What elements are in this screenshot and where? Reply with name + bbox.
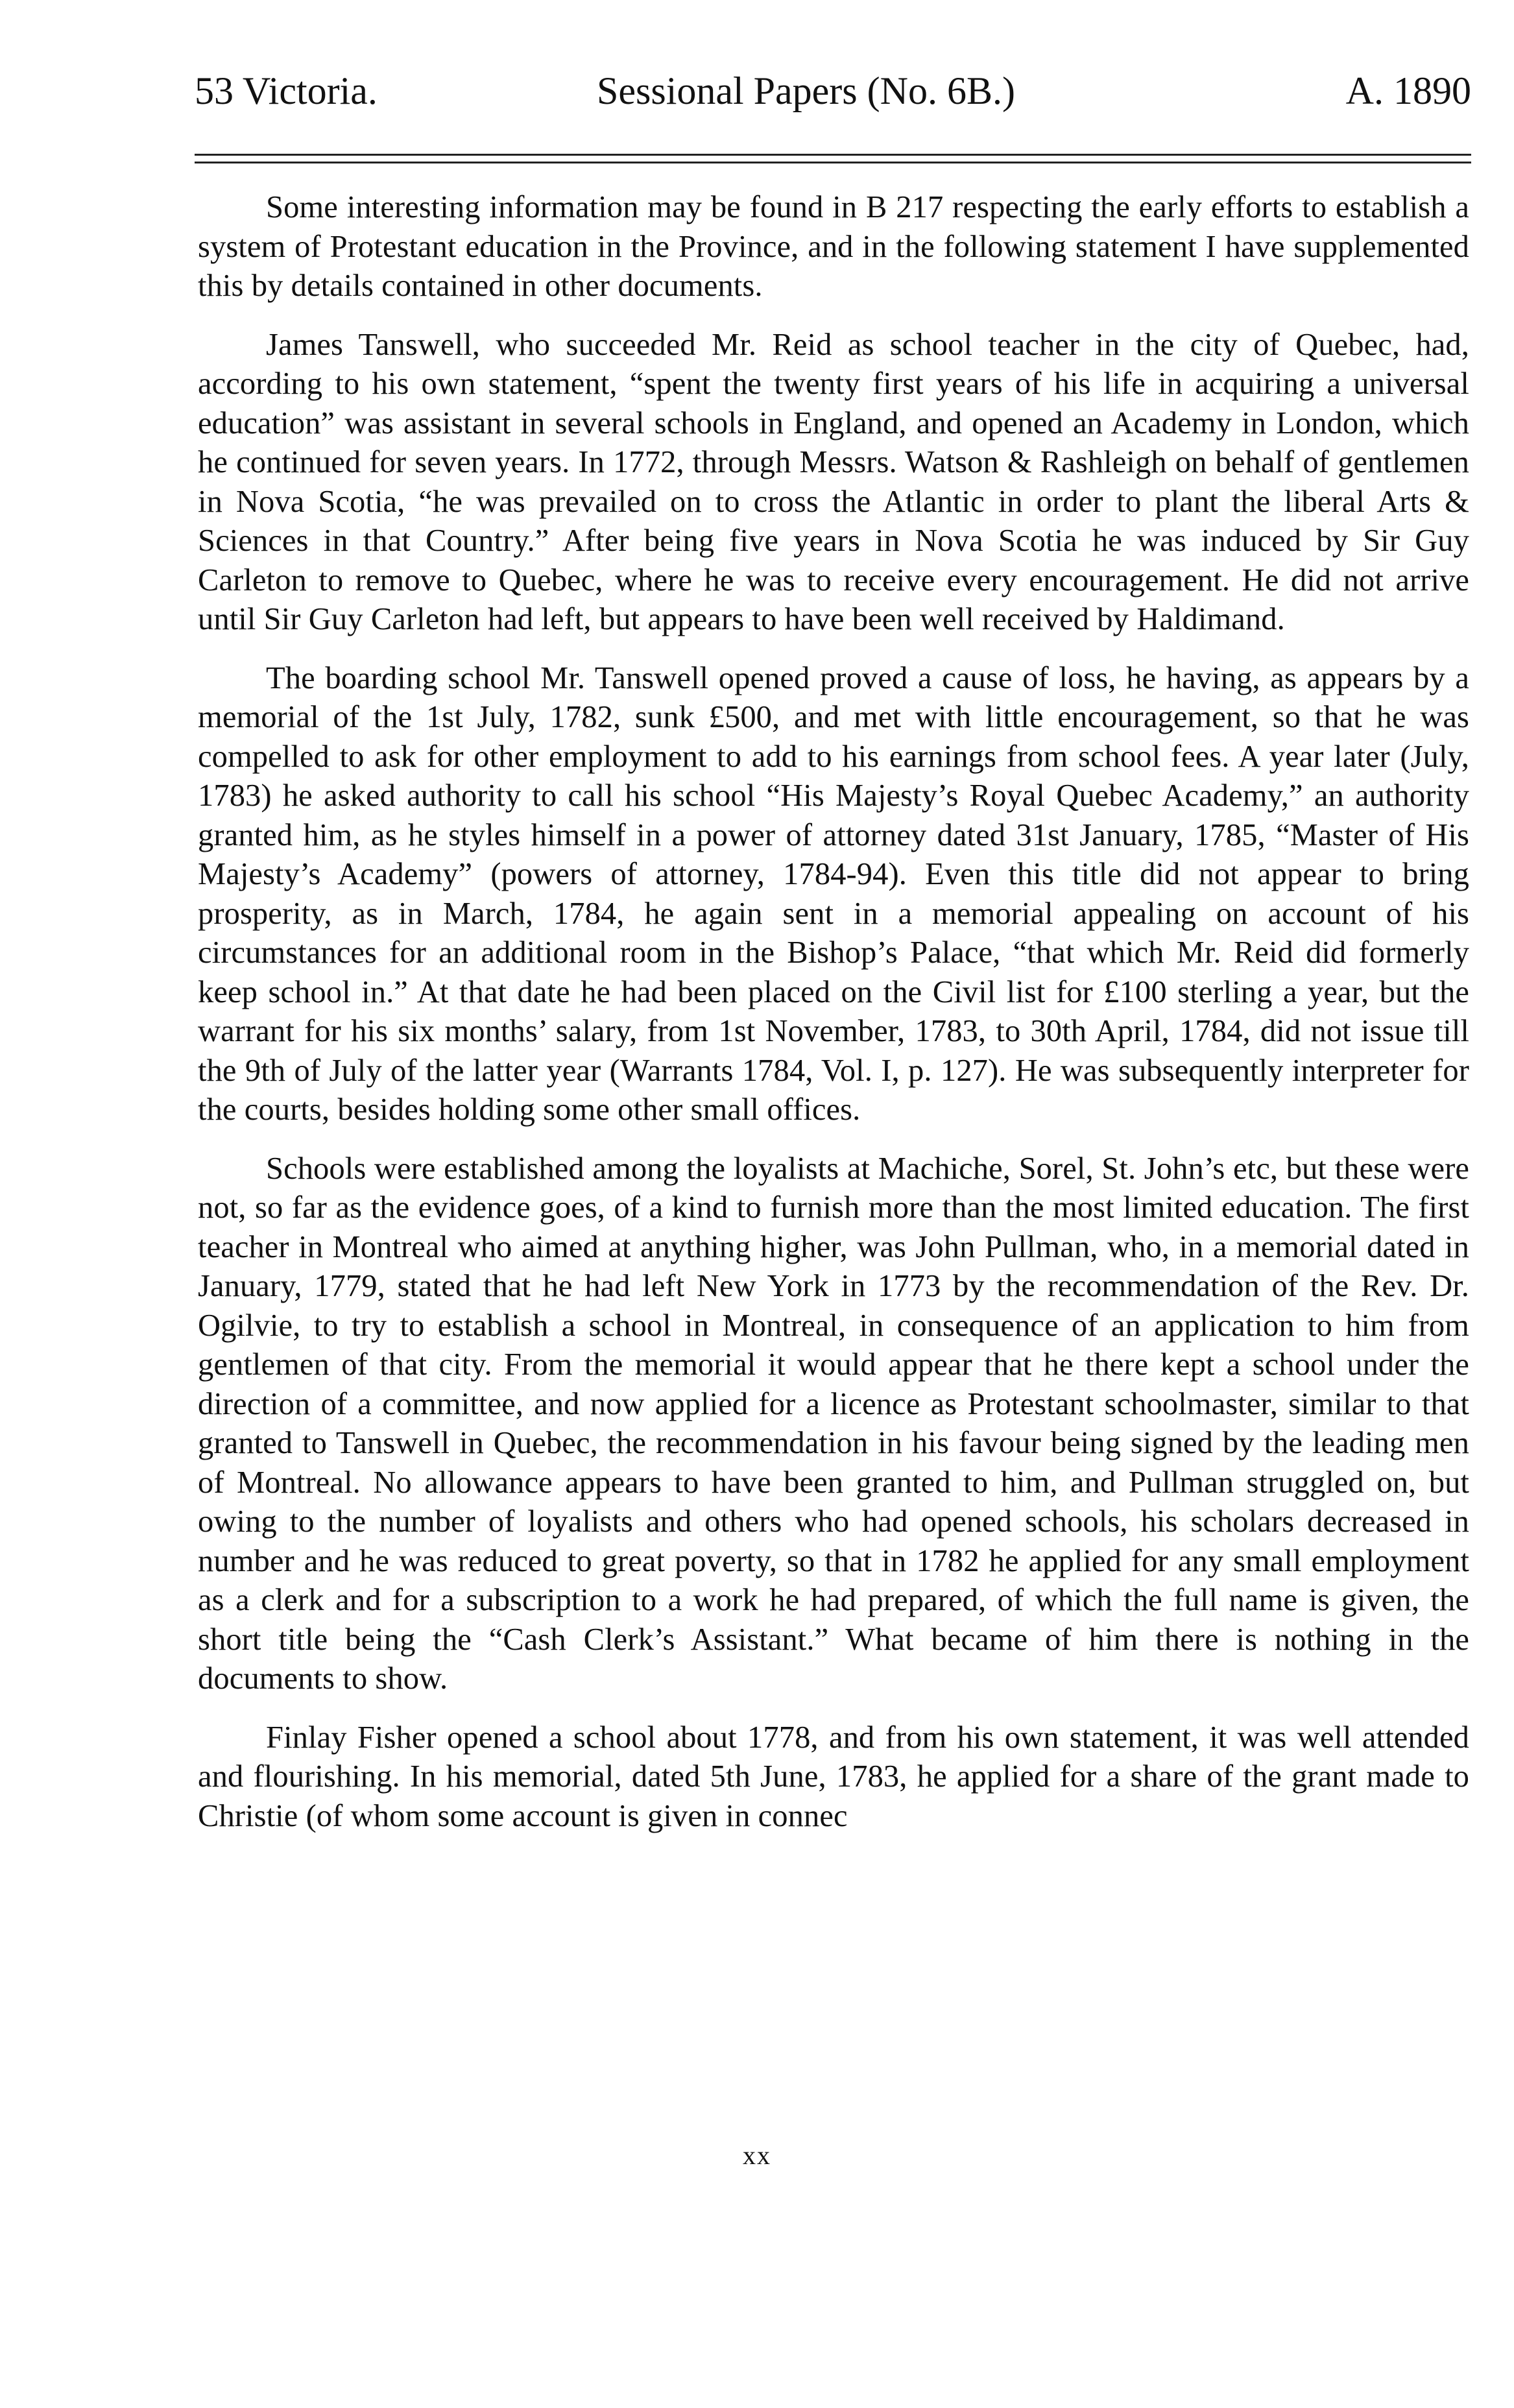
header-rule-bottom xyxy=(195,162,1471,163)
page-number: xx xyxy=(743,2141,771,2170)
page-header xyxy=(195,65,1471,117)
paragraph-protestant-education: Some interesting information may be found in B 217 respecting the early efforts to establish a system of Protestant education in the Province, and in the following statement I have supplemented this by details contained in other documents. xyxy=(198,190,1469,303)
paragraph-james-tanswell: James Tanswell, who succeeded Mr. Reid as school teacher in the city of Quebec, had, according to his own statement, “spent the twenty first years of his life in acquiring a universal education” was assistant in several schools in England, and opened an Academy in London, which he continued for seven years. In 1772, through Messrs. Watson & Rashleigh on behalf of gentlemen in Nova Scotia, “he was prevailed on to cross the Atlantic in order to plant the liberal Arts & Sciences in that Country.” After being five years in Nova Scotia he was induced by Sir Guy Carleton to remove to Quebec, where he was to receive every encouragement. He did not arrive until Sir Guy Carleton had left, but appears to have been well received by Haldimand. xyxy=(198,327,1469,636)
header-title: Sessional Papers (No. 6B.) xyxy=(597,69,1015,112)
paragraph-boarding-school: The boarding school Mr. Tanswell opened proved a cause of loss, he having, as appears by a memorial of the 1st July, 1782, sunk £500, and met with little encouragement, so that he was compelled to ask for other employment to add to his earnings from school fees. A year later (July, 1783) he asked authority to call his school “His Majesty’s Royal Quebec Academy,” an authority granted him, as he styles himself in a power of attorney dated 31st January, 1785, “Master of His Majesty’s Academy” (powers of attorney, 1784-94). Even this title did not appear to bring prosperity, as in March, 1784, he again sent in a memorial appealing on account of his circumstances for an additional room in the Bishop’s Palace, “that which Mr. Reid did formerly keep school in.” At that date he had been placed on the Civil list for £100 sterling a year, but the warrant for his six months’ salary, from 1st November, 1783, to 30th April, 1784, did not issue till the 9th of July of the latter year (Warrants 1784, Vol. I, p. 127). He was subsequently interpreter for the courts, besides holding some other small offices. xyxy=(198,660,1469,1127)
header-year-of-reign: 53 Victoria. xyxy=(195,69,378,112)
body-text xyxy=(198,188,1469,1855)
header-year: A. 1890 xyxy=(1345,69,1471,112)
header-rule-top xyxy=(195,154,1471,156)
paragraph-finlay-fisher: Finlay Fisher opened a school about 1778, and from his own statement, it was well attended and flourishing. In his memorial, dated 5th June, 1783, he applied for a share of the grant made to Christie (of whom some account is given in connec xyxy=(198,1720,1469,1833)
paragraph-loyalist-schools: Schools were established among the loyalists at Machiche, Sorel, St. John’s etc, but these were not, so far as the evidence goes, of a kind to furnish more than the most limited education. The first teacher in Montreal who aimed at anything higher, was John Pullman, who, in a memorial dated in January, 1779, stated that he had left New York in 1773 by the recommendation of the Rev. Dr. Ogilvie, to try to establish a school in Montreal, in consequence of an application to him from gentlemen of that city. From the memorial it would appear that he there kept a school under the direction of a committee, and now applied for a licence as Protestant schoolmaster, similar to that granted to Tanswell in Quebec, the recommendation in his favour being signed by the leading men of Montreal. No allowance appears to have been granted to him, and Pullman struggled on, but owing to the number of loyalists and others who had opened schools, his scholars decreased in number and he was reduced to great poverty, so that in 1782 he applied for any small employment as a clerk and for a subscription to a work he had prepared, of which the full name is given, the short title being the “Cash Clerk’s Assistant.” What became of him there is nothing in the documents to show. xyxy=(198,1151,1469,1696)
